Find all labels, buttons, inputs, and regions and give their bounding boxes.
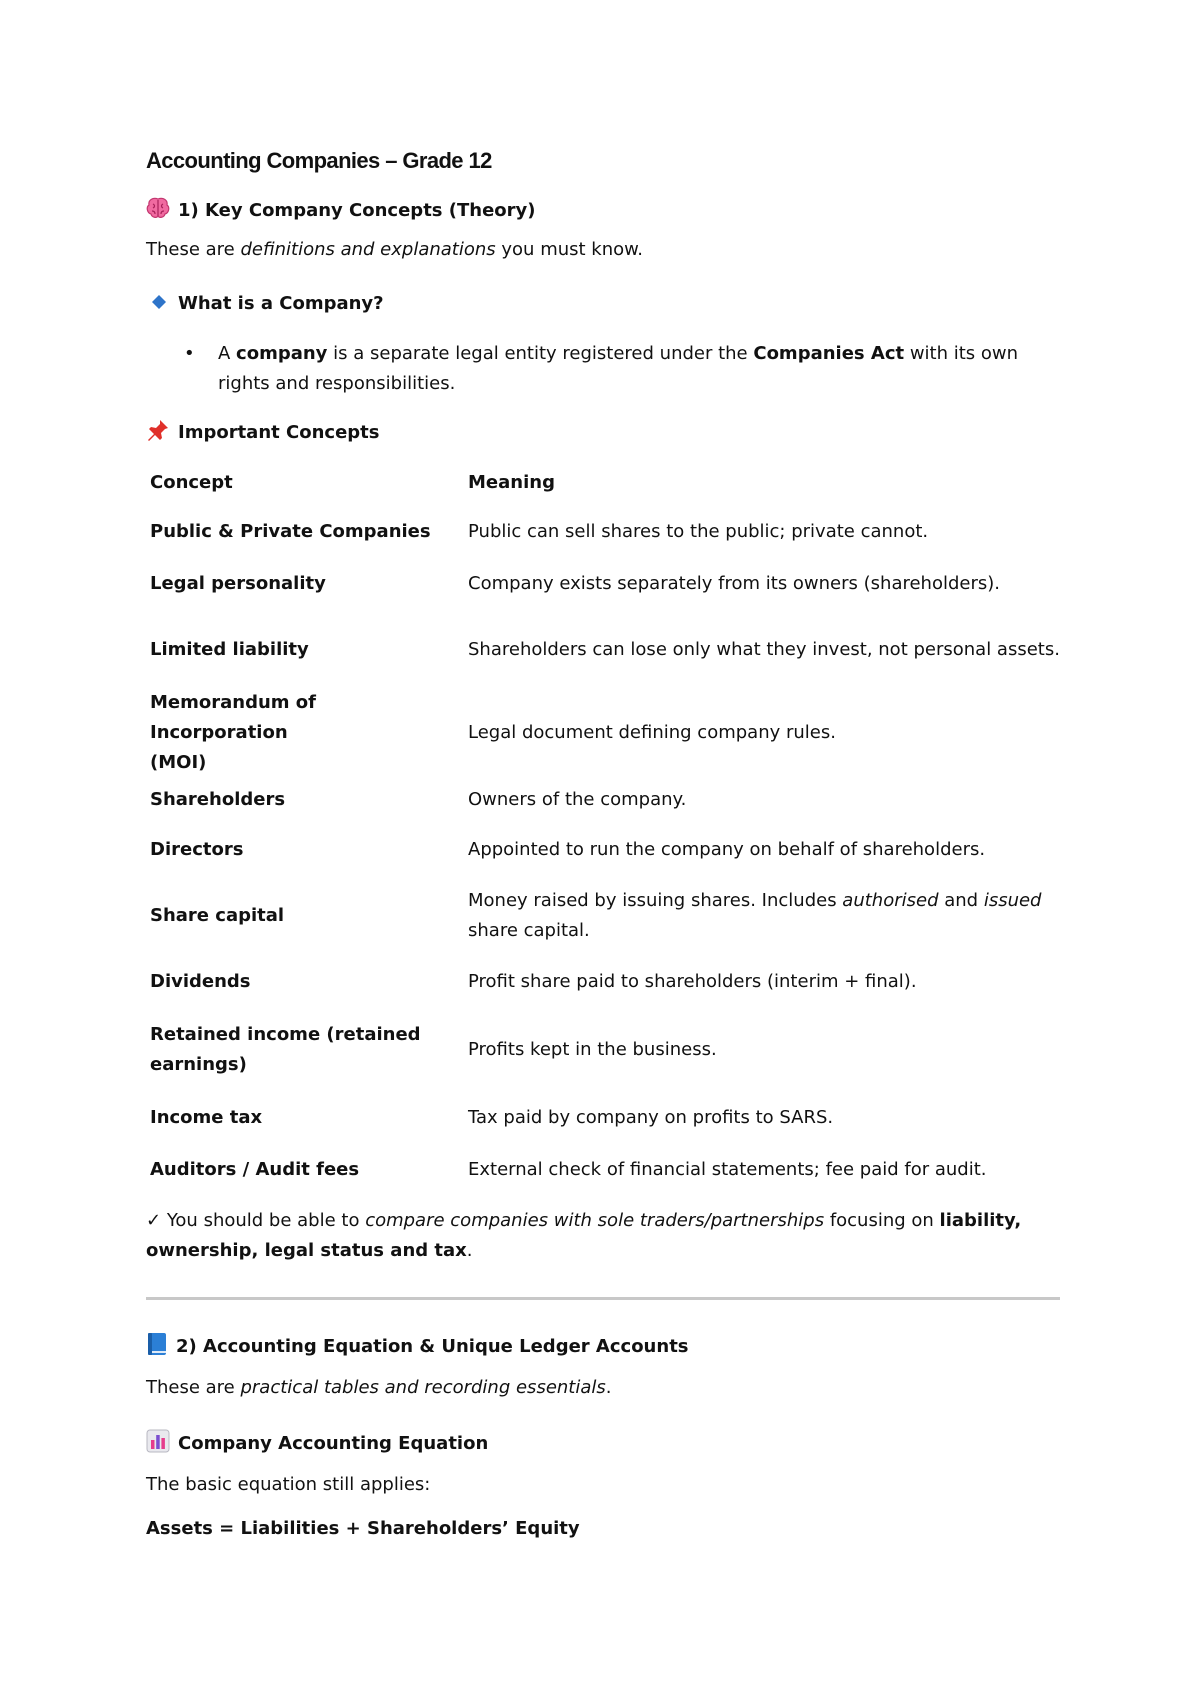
table-row	[150, 1144, 1060, 1196]
meaning-cell: Profits kept in the business.	[468, 1039, 717, 1060]
blue-diamond-icon	[152, 293, 166, 314]
meaning-cell: Profit share paid to shareholders (interim + final).	[468, 971, 917, 992]
blue-book-icon	[146, 1332, 168, 1361]
section-2-intro: These are practical tables and recording essentials.	[146, 1377, 612, 1398]
intro-text: These are	[146, 239, 241, 260]
bullet-dot: •	[184, 343, 195, 364]
table-row	[150, 956, 1060, 1008]
table-header-meaning: Meaning	[468, 472, 555, 493]
table-row	[150, 824, 1060, 876]
intro-emphasis: definitions and explanations	[240, 239, 496, 260]
what-is-company-heading	[146, 293, 384, 314]
table-header-row	[150, 460, 1060, 506]
what-is-company-heading-text: What is a Company?	[178, 293, 384, 314]
table-row	[150, 1092, 1060, 1144]
concept-cell: Share capital	[150, 905, 285, 926]
meaning-cell: Company exists separately from its owners (shareholders).	[468, 573, 1000, 594]
meaning-cell: Tax paid by company on profits to SARS.	[468, 1107, 834, 1128]
concept-cell: Public & Private Companies	[150, 521, 431, 542]
concept-cell: Legal personality	[150, 573, 326, 594]
table-row	[150, 610, 1060, 690]
term-company: company	[236, 343, 328, 364]
company-definition-text: A company is a separate legal entity registered under the Companies Act with its own rights and responsibilities.	[218, 343, 1019, 394]
brain-icon	[146, 197, 170, 224]
table-row	[150, 1008, 1060, 1092]
concept-cell: Dividends	[150, 971, 251, 992]
important-concepts-heading	[146, 418, 380, 447]
concepts-table	[150, 460, 1060, 1196]
bar-chart-icon	[146, 1429, 170, 1458]
meaning-cell: Owners of the company.	[468, 789, 687, 810]
meaning-cell: Legal document defining company rules.	[468, 722, 836, 743]
meaning-cell: Money raised by issuing shares. Includes authorised and issued share capital.	[468, 890, 1042, 941]
table-row	[150, 558, 1060, 610]
table-row	[150, 876, 1060, 956]
meaning-cell: External check of financial statements; fee paid for audit.	[468, 1159, 987, 1180]
concept-cell: Income tax	[150, 1107, 263, 1128]
meaning-cell: Appointed to run the company on behalf of shareholders.	[468, 839, 986, 860]
table-header-concept: Concept	[150, 472, 233, 493]
accounting-equation: Assets = Liabilities + Shareholders’ Equity	[146, 1518, 580, 1539]
concept-cell: Auditors / Audit fees	[150, 1159, 360, 1180]
concept-cell: Memorandum of Incorporation (MOI)	[150, 692, 316, 773]
table-row	[150, 506, 1060, 558]
intro-text-end: you must know.	[495, 239, 643, 260]
equation-heading-text: Company Accounting Equation	[178, 1433, 489, 1454]
concept-cell: Retained income (retained earnings)	[150, 1024, 421, 1075]
concept-cell: Shareholders	[150, 789, 286, 810]
intro-emphasis: practical tables and recording essentials	[240, 1377, 606, 1398]
horizontal-divider	[146, 1297, 1060, 1300]
pushpin-icon	[146, 418, 170, 447]
section-2-heading-text: 2) Accounting Equation & Unique Ledger Accounts	[176, 1336, 689, 1357]
check-mark-icon: ✓	[146, 1210, 162, 1231]
concept-cell: Directors	[150, 839, 244, 860]
section-1-heading	[146, 197, 536, 224]
table-row	[150, 776, 1060, 824]
equation-intro-text: The basic equation still applies:	[146, 1474, 431, 1495]
section-1-intro	[146, 239, 643, 260]
meaning-cell: Shareholders can lose only what they invest, not personal assets.	[468, 639, 1060, 660]
important-concepts-heading-text: Important Concepts	[178, 422, 380, 443]
section-2-heading	[146, 1332, 689, 1361]
equation-heading	[146, 1429, 488, 1458]
term-companies-act: Companies Act	[753, 343, 905, 364]
concept-cell: Limited liability	[150, 639, 309, 660]
comparison-note: ✓ You should be able to compare companies with sole traders/partnerships focusing on liability, ownership, legal status and tax.	[146, 1210, 1022, 1261]
table-row	[150, 690, 1060, 776]
document-title: Accounting Companies – Grade 12	[146, 148, 492, 173]
meaning-cell: Public can sell shares to the public; private cannot.	[468, 521, 929, 542]
section-1-heading-text: 1) Key Company Concepts (Theory)	[178, 200, 536, 221]
